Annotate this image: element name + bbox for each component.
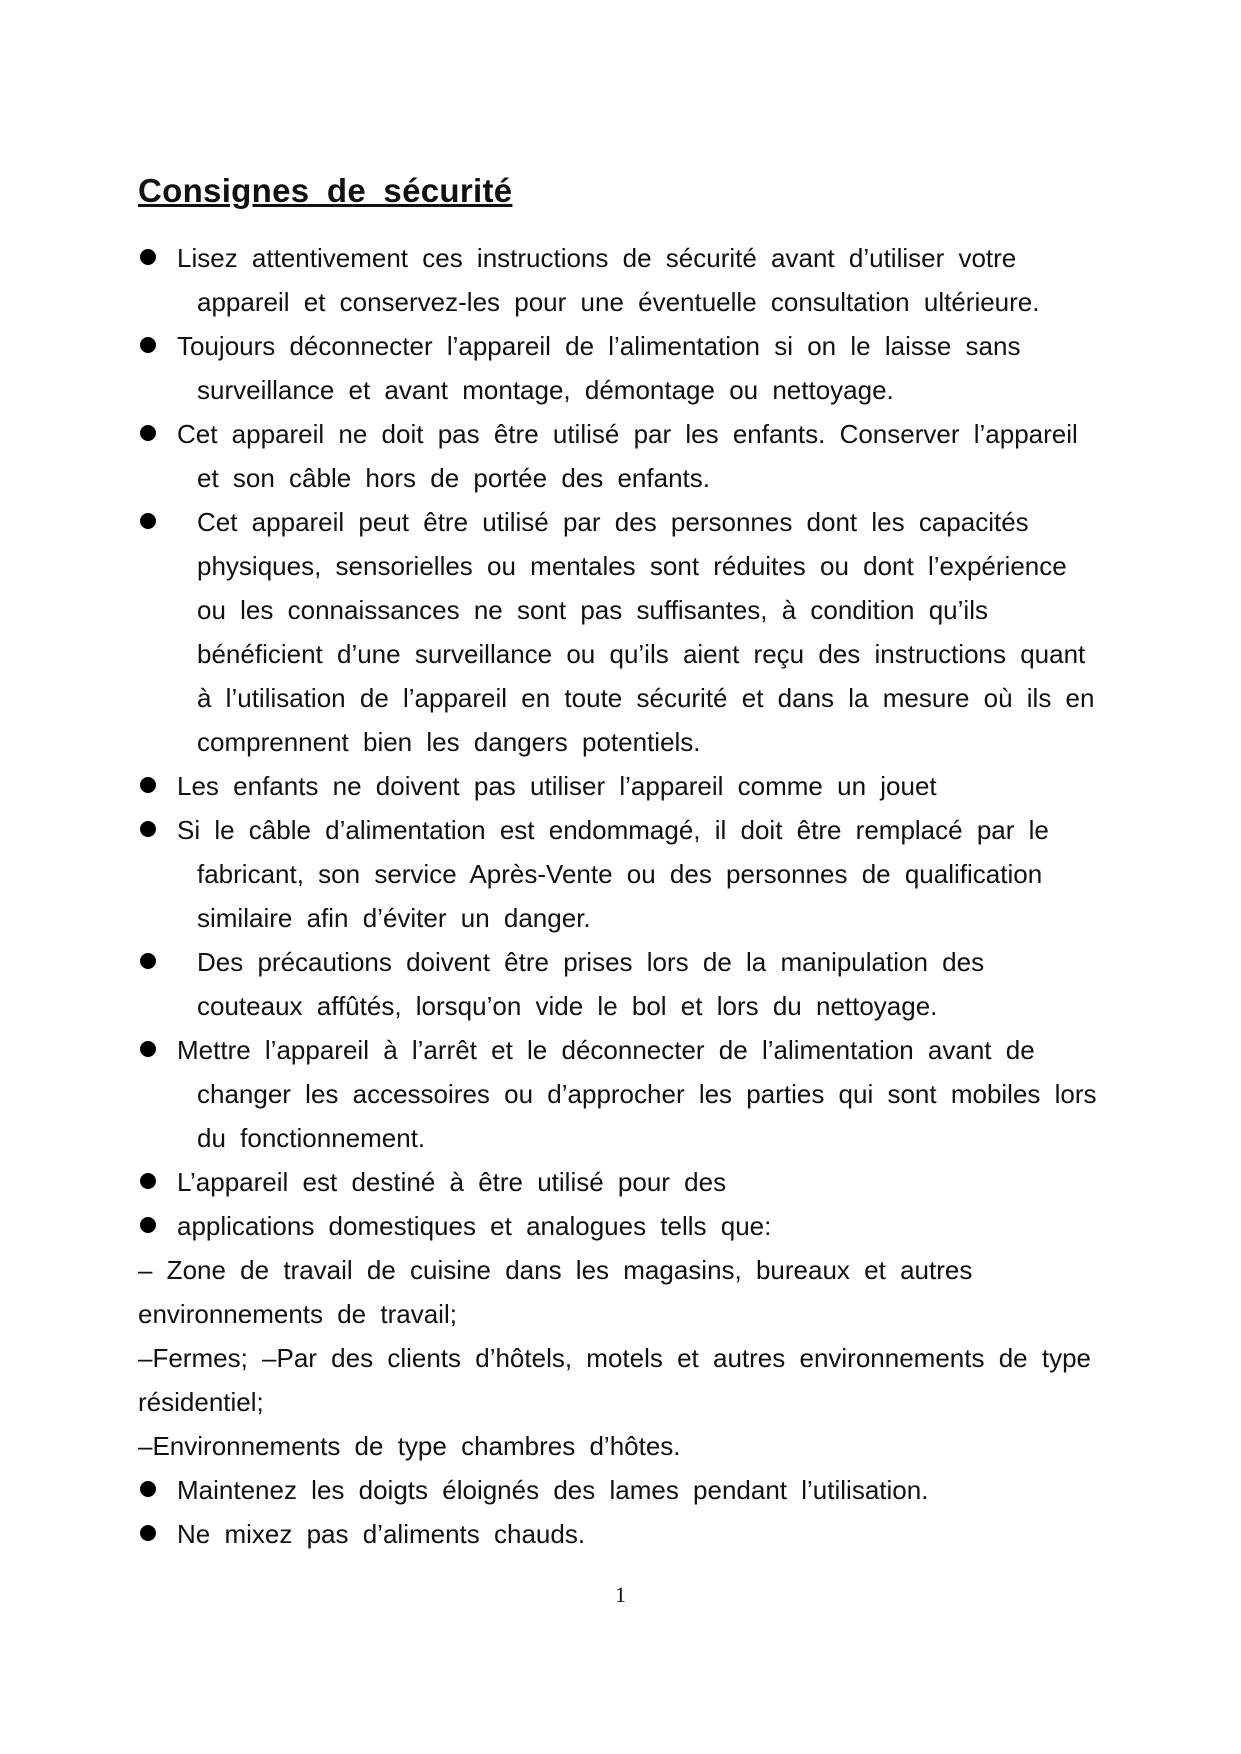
list-item	[138, 808, 1198, 940]
item-text: Des précautions doivent être prises lors de la manipulation des	[197, 947, 985, 977]
item-text-continued: comprennent bien les dangers potentiels.	[197, 727, 701, 757]
item-text-continued: et son câble hors de portée des enfants.	[197, 463, 710, 493]
item-text-continued: couteaux affûtés, lorsqu’on vide le bol et lors du nettoyage.	[197, 991, 938, 1021]
item-text-continued: similaire afin d’éviter un danger.	[197, 903, 591, 933]
item-text-continued: à l’utilisation de l’appareil en toute sécurité et dans la mesure où ils en	[197, 683, 1095, 713]
bullet-icon	[140, 777, 156, 793]
list-item	[138, 1028, 1198, 1160]
list-item	[138, 1204, 1198, 1248]
item-text-continued: fabricant, son service Après-Vente ou des personnes de qualification	[197, 859, 1043, 889]
list-item	[138, 1512, 1198, 1556]
item-text-continued: bénéficient d’une surveillance ou qu’ils aient reçu des instructions quant	[197, 639, 1086, 669]
bullet-icon	[140, 1041, 156, 1057]
item-text: Cet appareil ne doit pas être utilisé par les enfants. Conserver l’appareil	[177, 419, 1078, 449]
bullet-icon	[140, 1173, 156, 1189]
list-item	[138, 412, 1198, 500]
bullet-icon	[140, 1217, 156, 1233]
bullet-icon	[140, 513, 156, 529]
item-text: Les enfants ne doivent pas utiliser l’appareil comme un jouet	[177, 771, 937, 801]
item-text: Ne mixez pas d’aliments chauds.	[177, 1519, 586, 1549]
item-text-continued: du fonctionnement.	[197, 1123, 426, 1153]
bullet-icon	[140, 425, 156, 441]
list-item	[138, 324, 1198, 412]
list-item	[138, 764, 1198, 808]
bullet-icon	[140, 953, 156, 969]
item-text: L’appareil est destiné à être utilisé pour des	[177, 1167, 727, 1197]
item-text-continued: physiques, sensorielles ou mentales sont réduites ou dont l’expérience	[197, 551, 1067, 581]
item-text: Maintenez les doigts éloignés des lames pendant l’utilisation.	[177, 1475, 929, 1505]
bullet-icon	[140, 249, 156, 265]
item-text-continued: changer les accessoires ou d’approcher les parties qui sont mobiles lors	[197, 1079, 1097, 1109]
list-item	[138, 500, 1198, 764]
safety-instructions-list	[138, 236, 1198, 1556]
bullet-icon	[140, 1525, 156, 1541]
bullet-icon	[140, 337, 156, 353]
item-text: Si le câble d’alimentation est endommagé, il doit être remplacé par le	[177, 815, 1049, 845]
item-text-continued: appareil et conservez-les pour une éventuelle consultation ultérieure.	[197, 287, 1040, 317]
bullet-icon	[140, 821, 156, 837]
usage-context-line: résidentiel;	[138, 1387, 264, 1417]
item-text: Lisez attentivement ces instructions de sécurité avant d’utiliser votre	[177, 243, 1017, 273]
list-item	[138, 940, 1198, 1028]
page-number: 1	[615, 1582, 626, 1607]
usage-context-line: –Environnements de type chambres d’hôtes.	[138, 1431, 681, 1461]
list-item	[138, 236, 1198, 324]
item-text-continued: ou les connaissances ne sont pas suffisantes, à condition qu’ils	[197, 595, 988, 625]
item-text: Cet appareil peut être utilisé par des personnes dont les capacités	[197, 507, 1029, 537]
item-text: Toujours déconnecter l’appareil de l’alimentation si on le laisse sans	[177, 331, 1021, 361]
usage-context-line: –Fermes; –Par des clients d’hôtels, motels et autres environnements de type	[138, 1343, 1091, 1373]
list-item	[138, 1160, 1198, 1204]
bullet-icon	[140, 1481, 156, 1497]
usage-context-line: environnements de travail;	[138, 1299, 457, 1329]
list-item	[138, 1468, 1198, 1512]
item-text-continued: surveillance et avant montage, démontage ou nettoyage.	[197, 375, 894, 405]
item-text: Mettre l’appareil à l’arrêt et le déconnecter de l’alimentation avant de	[177, 1035, 1035, 1065]
usage-context-line: – Zone de travail de cuisine dans les magasins, bureaux et autres	[138, 1255, 973, 1285]
item-text: applications domestiques et analogues tells que:	[177, 1211, 772, 1241]
page-title: Consignes de sécurité	[138, 172, 513, 209]
